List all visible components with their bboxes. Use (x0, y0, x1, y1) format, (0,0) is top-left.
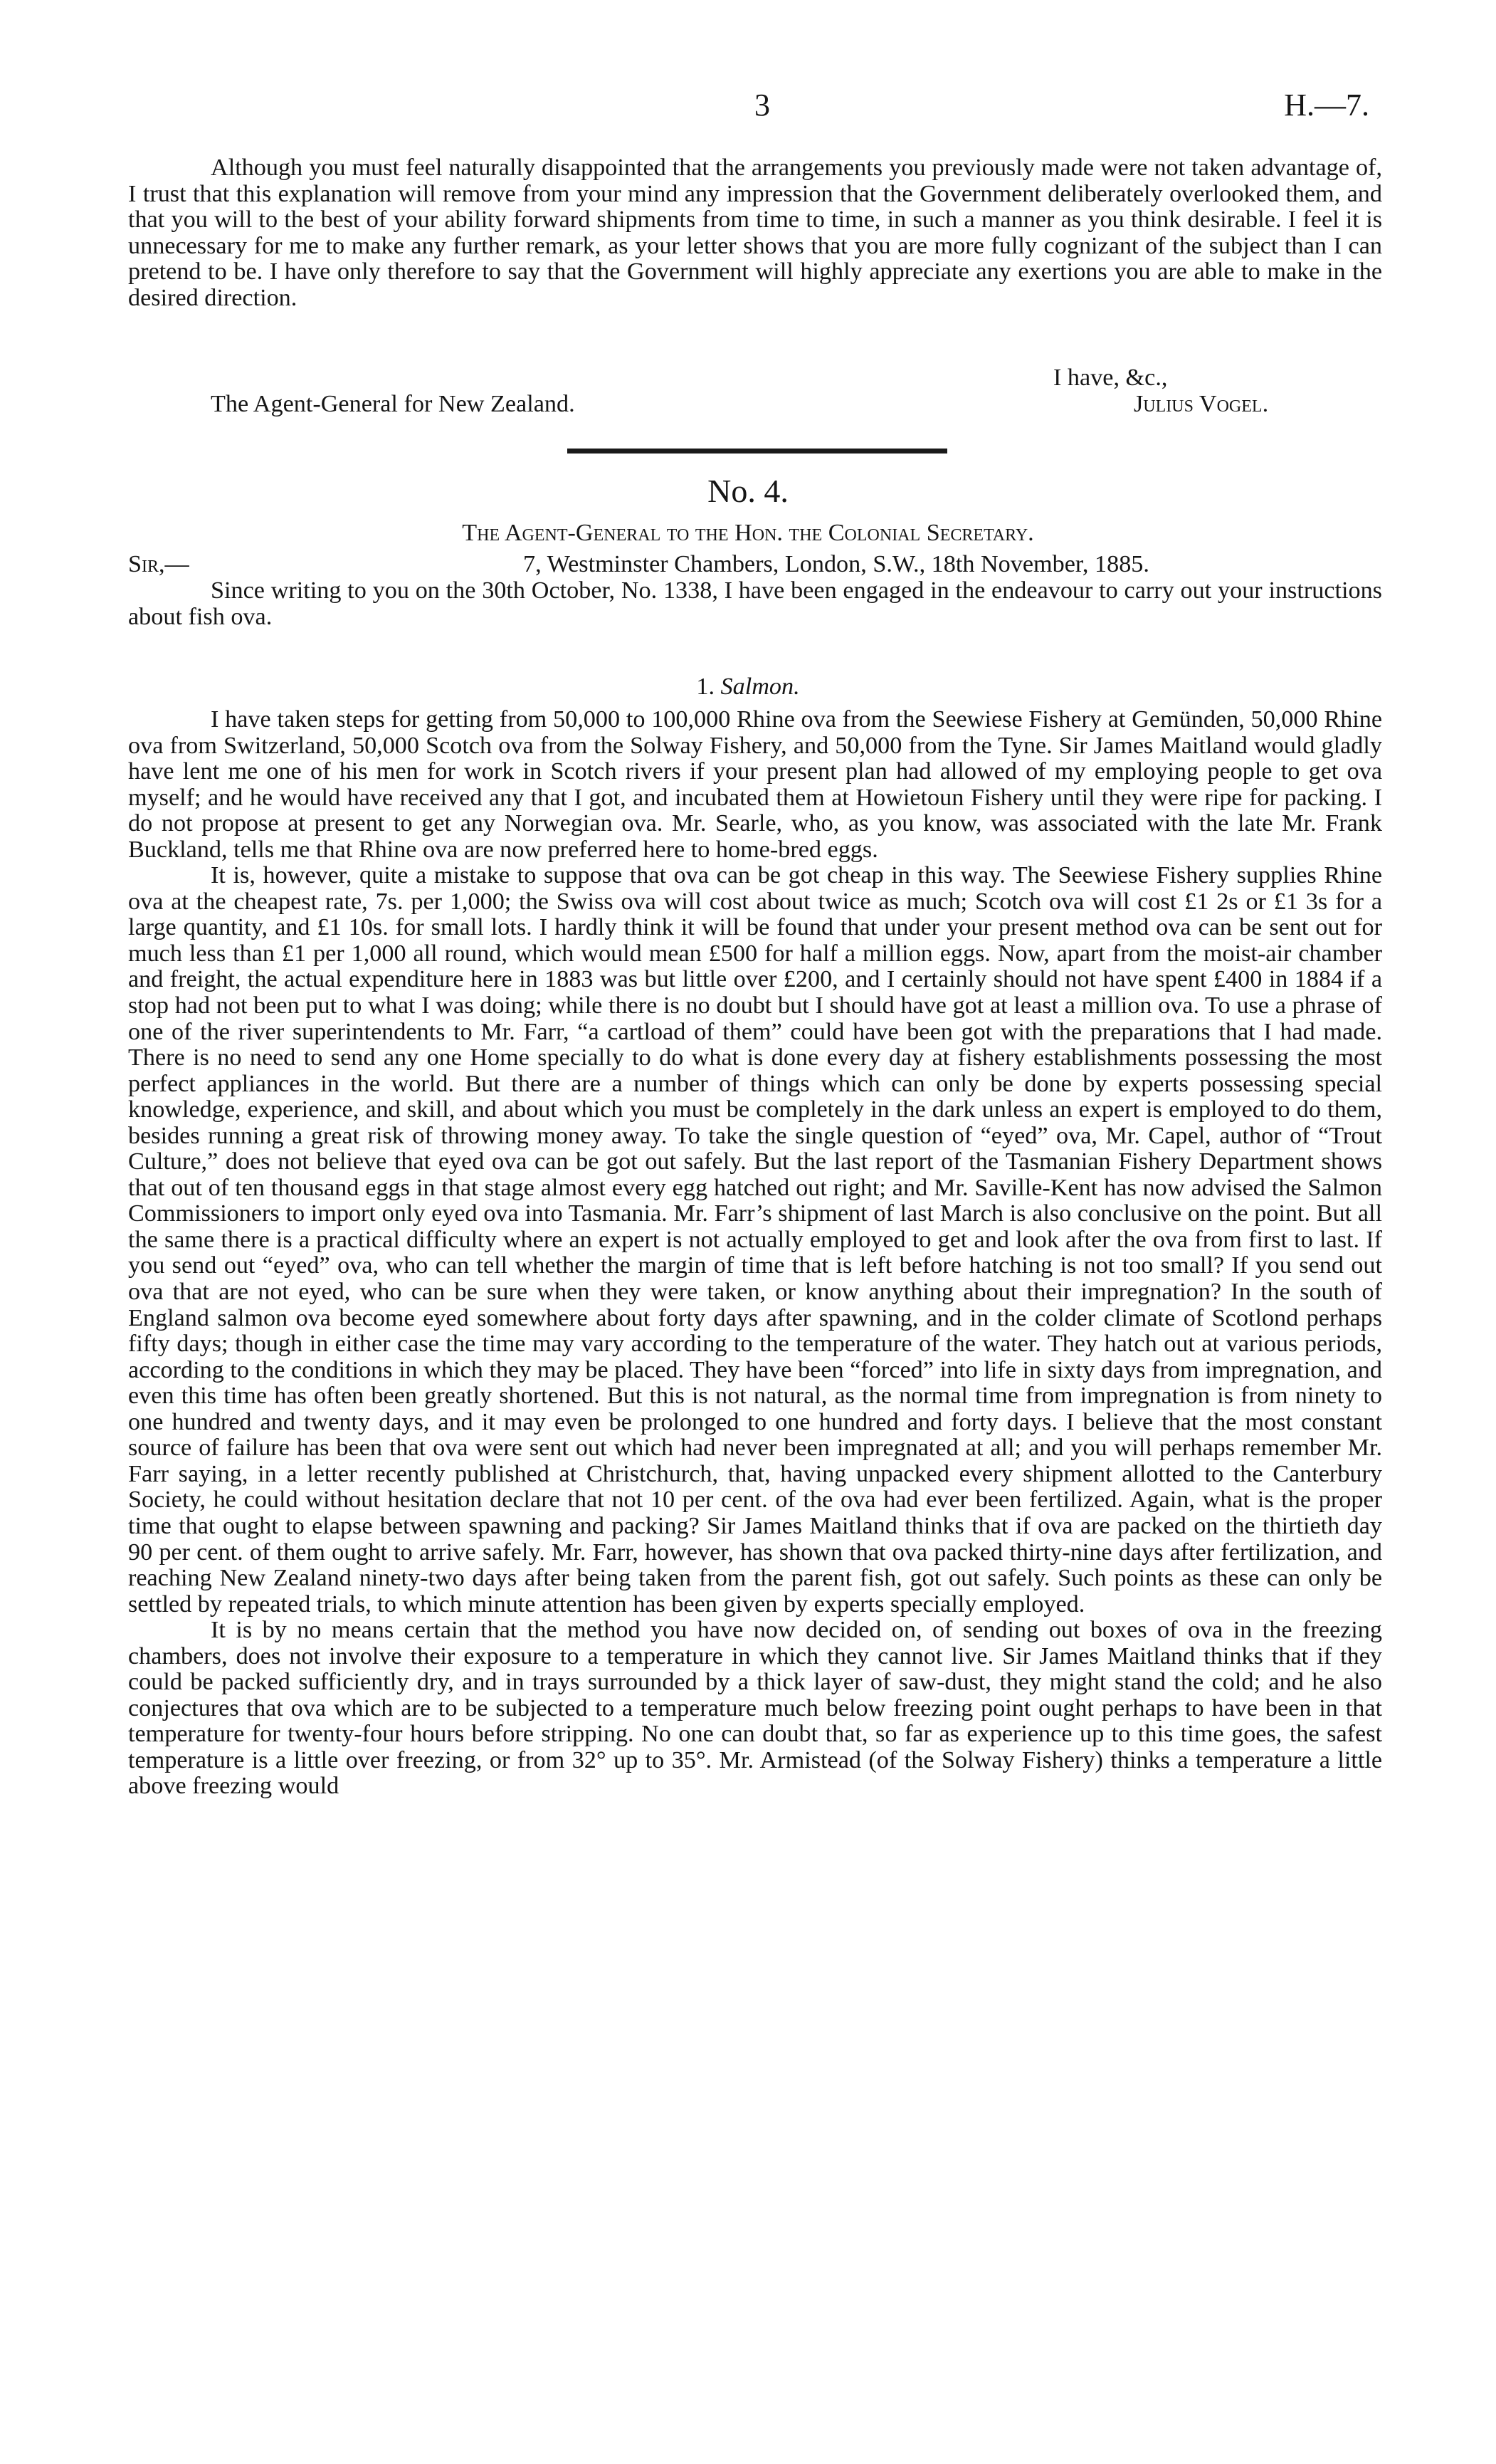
document-heading: The Agent-General to the Hon. the Colonial Secretary. (462, 520, 1034, 546)
paragraph: It is, however, quite a mistake to suppose that ova can be got cheap in this way. The Seewiese Fishery supplies Rhine ova at the cheapest rate, 7s. per 1,000; the Swiss ova will cost about twice as much; Scotch ova will cost £1 2s or £1 3s for a large quantity, and £1 10s. for small lots. I hardly think it will be found that under your present method ova can be sent out for much less than £1 per 1,000 all round, which would mean £500 for half a million eggs. Now, apart from the moist-air chamber and freight, the actual expenditure here in 1883 was but little over £200, and I certainly should not have spent £400 in 1884 if a stop had not been put to what I was doing; while there is no doubt but I should have got at least a million ova. To use a phrase of one of the river superintendents to Mr. Farr, “a cartload of them” could have been got with the preparations that I had made. There is no need to send any one Home specially to do what is done every day at fishery establishments possessing the most perfect appliances in the world. But there are a number of things which can only be done by experts possessing special knowledge, experience, and skill, and about which you must be completely in the dark unless an expert is employed to do them, besides running a great risk of throwing money away. To take the single question of “eyed” ova, Mr. Capel, author of “Trout Culture,” does not believe that eyed ova can be got out safely. But the last report of the Tasmanian Fishery Department shows that out of ten thousand eggs in that stage almost every egg hatched out right; and Mr. Saville-Kent has now advised the Salmon Commissioners to import only eyed ova into Tasmania. Mr. Farr’s shipment of last March is also conclusive on the point. But all the same there is a practical difficulty where an expert is not actually employed to get and look after the ova from first to last. If you send out “eyed” ova, who can tell whether the margin of time that is left before hatching is not too small? If you send out ova that are not eyed, who can be sure when they were taken, or know anything about their impregnation? In the south of England salmon ova become eyed somewhere about forty days after spawning, and in the colder climate of Scotlond perhaps fifty days; though in either case the time may vary according to the temperature of the water. They hatch out at various periods, according to the conditions in which they may be placed. They have been “forced” into life in sixty days from impregnation, and even this time has often been greatly shortened. But this is not natural, as the normal time from impregnation is from ninety to one hundred and twenty days, and it may even be prolonged to one hundred and forty days. I believe that the most constant source of failure has been that ova were sent out which had never been impregnated at all; and you will perhaps remember Mr. Farr saying, in a letter recently published at Christchurch, that, having unpacked every shipment allotted to the Canterbury Society, he could without hesitation declare that not 10 per cent. of the ova had ever been fertilized. Again, what is the proper time that ought to elapse between spawning and packing? Sir James Maitland thinks that if ova are packed on the thirtieth day 90 per cent. of them ought to arrive safely. Mr. Farr, however, has shown that ova packed thirty-nine days after fertilization, and reaching New Zealand ninety-two days after being taken from the parent fish, got out safely. Such points as these can only be settled by repeated trials, to which minute attention has been given by experts specially employed. (128, 862, 1382, 1618)
address-date-line: 7, Westminster Chambers, London, S.W., 18th November, 1885. (523, 551, 1149, 577)
paragraph: It is by no means certain that the method you have now decided on, of sending out boxes of ova in the freezing chambers, does not involve their exposure to a temperature in which they cannot live. Sir James Maitland thinks that if they could be packed sufficiently dry, and in trays surrounded by a thick layer of saw-dust, they might stand the cold; and he also conjectures that ova which are to be subjected to a temperature much below freezing point ought perhaps to have been in that temperature for twenty-four hours before stripping. No one can doubt that, so far as experience up to this time goes, the safest temperature is a little over freezing, or from 32° up to 35°. Mr. Armistead (of the Solway Fishery) thinks a temperature a little above freezing would (128, 1617, 1382, 1800)
paragraph: I have taken steps for getting from 50,000 to 100,000 Rhine ova from the Seewiese Fishery at Gemünden, 50,000 Rhine ova from Switzerland, 50,000 Scotch ova from the Solway Fishery, and 50,000 from the Tyne. Sir James Maitland would gladly have lent me one of his men for work in Scotch rivers if your present plan had allowed of my employing people to get ova myself; and he would have received any that I got, and incubated them at Howietoun Fishery until they were ripe for packing. I do not propose at present to get any Norwegian ova. Mr. Searle, who, as you know, was associated with the late Mr. Frank Buckland, tells me that Rhine ova are now preferred here to home-bred eggs. (128, 706, 1382, 863)
page-header (0, 87, 1496, 130)
intro-paragraph-block (128, 578, 1382, 630)
section-divider (567, 449, 947, 454)
section-title (0, 673, 1496, 701)
salutation: Sir,— (128, 551, 189, 577)
opening-paragraph-block (128, 155, 1382, 311)
section-name: Salmon. (720, 673, 800, 700)
main-text (128, 707, 1382, 1800)
closing-line: I have, &c., (1053, 365, 1168, 391)
section-number: 1. (696, 673, 715, 700)
opening-paragraph: Although you must feel naturally disappointed that the arrangements you previously made were not taken advantage of, I trust that this explanation will remove from your mind any impression that the Government deliberately overlooked them, and that you will to the best of your ability forward shipments from time to time, in such a manner as you think desirable. I feel it is unnecessary for me to make any further remark, as your letter shows that you are more fully cognizant of the subject than I can pretend to be. I have only therefore to say that the Government will highly appreciate any exertions you are able to make in the desired direction. (128, 154, 1382, 311)
document-number: No. 4. (707, 473, 789, 509)
page-number: 3 (754, 88, 770, 122)
addressee-line: The Agent-General for New Zealand. (211, 391, 575, 417)
page-reference: H.—7. (1284, 88, 1369, 122)
signature-line: Julius Vogel. (1134, 391, 1269, 417)
intro-paragraph: Since writing to you on the 30th October, No. 1338, I have been engaged in the endeavour to carry out your instructions about fish ova. (128, 577, 1382, 630)
